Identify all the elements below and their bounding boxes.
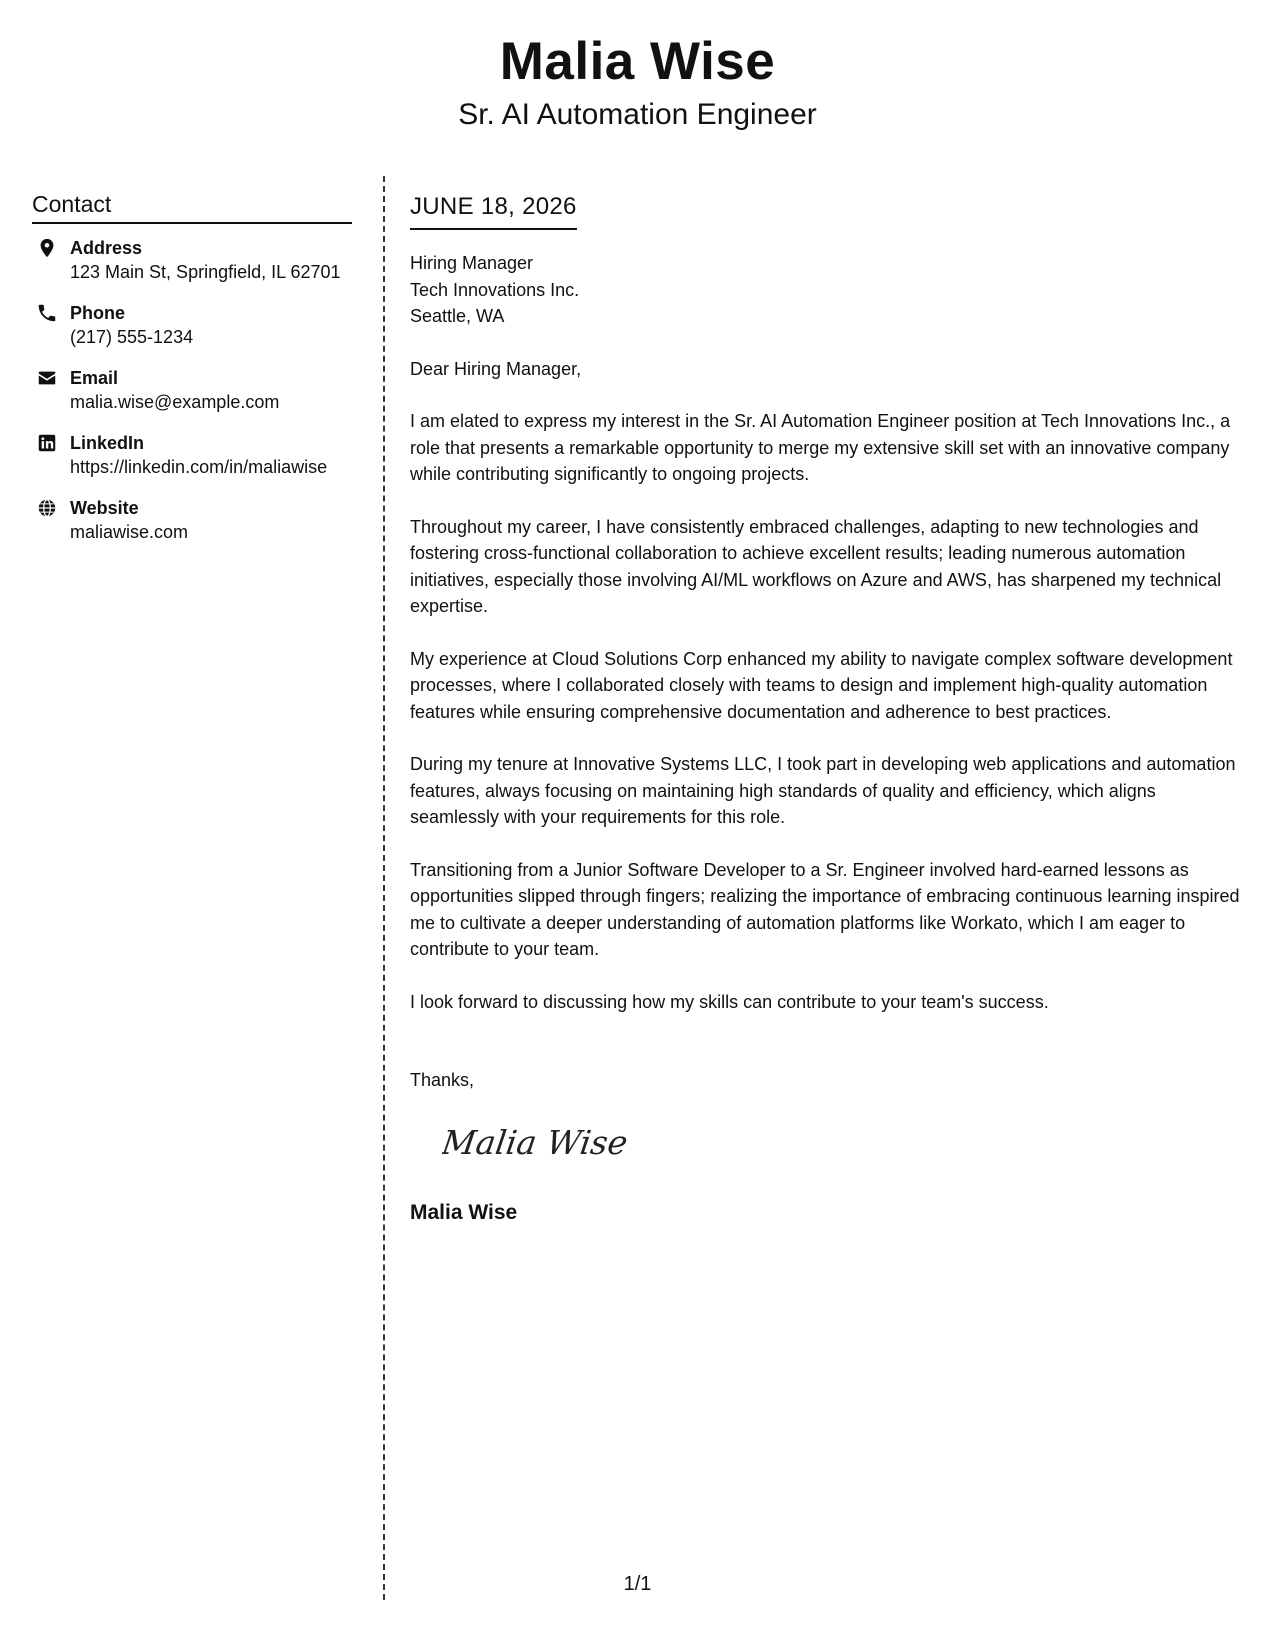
contact-value-phone: (217) 555-1234 [70, 327, 194, 347]
contact-item-website [32, 496, 352, 545]
contact-sidebar [32, 190, 352, 561]
contact-item-email [32, 366, 352, 415]
handwritten-signature [442, 1116, 642, 1168]
contact-value-linkedin: https://linkedin.com/in/maliawise [70, 457, 328, 477]
recipient-line: Tech Innovations Inc. [410, 279, 580, 300]
page-number: 1/1 [623, 1573, 652, 1595]
contact-value-website: maliawise.com [70, 522, 189, 542]
letter-date: JUNE 18, 2026 [410, 192, 577, 230]
closing: Thanks, [410, 1070, 475, 1090]
recipient-line: Hiring Manager [410, 253, 534, 273]
contact-label-email: Email [70, 368, 119, 388]
document-header [0, 30, 1275, 134]
contact-section-title: Contact [32, 190, 352, 224]
letter-paragraph: I am elated to express my interest in the Sr. AI Automation Engineer position at Tech Innovations Inc., a role that presents a remarkable opportunity to merge my extensive skill set with an innovative company while contributing significantly to ongoing projects. [410, 411, 1231, 484]
letter-paragraph: Transitioning from a Junior Software Developer to a Sr. Engineer involved hard-earned lessons as opportunities slipped through fingers; realizing the importance of embracing continuous learning inspired me to cultivate a deeper understanding of automation platforms like Workato, which I am eager to contribute to your team. [410, 859, 1240, 959]
globe-icon [36, 497, 58, 519]
signer-name: Malia Wise [410, 1200, 518, 1224]
applicant-name: Malia Wise [499, 32, 776, 91]
contact-item-linkedin [32, 431, 352, 480]
signature-text: Malia Wise [442, 1122, 631, 1162]
contact-value-address: 123 Main St, Springfield, IL 62701 [70, 262, 341, 282]
contact-item-address [32, 236, 352, 285]
letter-paragraph: During my tenure at Innovative Systems LLC, I took part in developing web applications and automation features, always focusing on maintaining high standards of quality and efficiency, which aligns seamlessly with your requirements for this role. [410, 754, 1236, 827]
contact-label-address: Address [70, 238, 143, 258]
contact-label-phone: Phone [70, 303, 126, 323]
letter-body [410, 192, 1245, 1227]
linkedin-icon [36, 432, 58, 454]
contact-value-email: malia.wise@example.com [70, 392, 280, 412]
letter-paragraph: My experience at Cloud Solutions Corp enhanced my ability to navigate complex software development processes, where I collaborated closely with teams to design and implement high-quality automation features while ensuring comprehensive documentation and adherence to best practices. [410, 648, 1233, 722]
applicant-title: Sr. AI Automation Engineer [458, 98, 817, 131]
contact-list [32, 236, 352, 545]
contact-item-phone [32, 301, 352, 350]
phone-icon [36, 302, 58, 324]
salutation: Dear Hiring Manager, [410, 358, 582, 379]
letter-paragraph: Throughout my career, I have consistently embraced challenges, adapting to new technologies and fostering cross-functional collaboration to achieve excellent results; leading numerous automation initiatives, especially those involving AI/ML workflows on Azure and AWS, has sharpened my technical expertise. [410, 516, 1222, 616]
location-pin-icon [36, 237, 58, 259]
column-divider [383, 176, 385, 1600]
contact-label-linkedin: LinkedIn [70, 433, 145, 453]
letter-paragraph: I look forward to discussing how my skills can contribute to your team's success. [410, 991, 1049, 1012]
recipient-line: Seattle, WA [410, 306, 505, 326]
envelope-icon [36, 367, 58, 389]
recipient-block [410, 250, 1245, 330]
contact-label-website: Website [70, 498, 139, 518]
